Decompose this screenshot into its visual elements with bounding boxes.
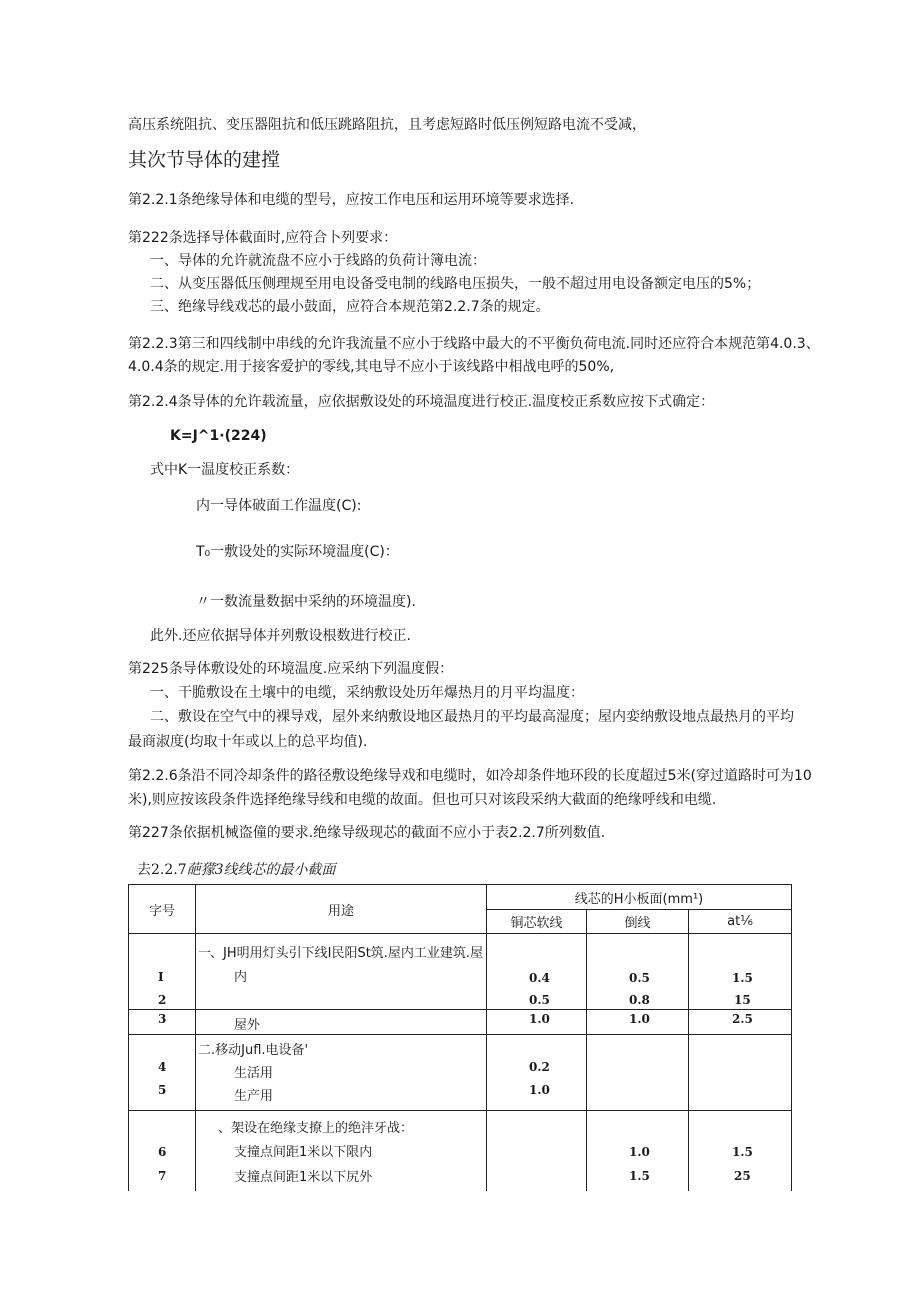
where-k: 式中K一温度校正系数： bbox=[150, 462, 300, 478]
table-row-3-v1: 1.0 bbox=[487, 1010, 587, 1035]
paragraph-also: 此外.还应依据导体并列敷设根数进行校正. bbox=[150, 628, 411, 644]
table-caption-number: 去2.2.7 bbox=[137, 862, 187, 878]
header-aluminum: at⅙ bbox=[689, 910, 792, 934]
g2-v1-cell bbox=[487, 1035, 587, 1111]
clause-2-2-6-line-2: 米),则应按该段条件选择绝缘导线和电缆的故面。但也可只对该段采纳大截面的绝缘呼线和电缆. bbox=[128, 792, 717, 808]
g1-v2-cell bbox=[587, 934, 689, 1010]
g3-use-cell bbox=[196, 1111, 487, 1192]
g3-v1-cell bbox=[487, 1111, 587, 1192]
header-copper: 倒线 bbox=[587, 910, 689, 934]
table-row-no: 7 bbox=[158, 1169, 167, 1183]
g3-no-cell bbox=[129, 1111, 196, 1192]
table-caption bbox=[137, 861, 336, 879]
clause-2-2-3-line-1: 第2.2.3第三和四线制中串线的允许我流量不应小于线路中最大的不平衡负荷电流.同时还应符合本规范第4.0.3、 bbox=[128, 336, 820, 352]
g2-v2-cell bbox=[587, 1035, 689, 1111]
clause-2-2-2-item-1: 一、导体的允许就流盘不应小于线路的负荷计簿电流： bbox=[150, 253, 486, 269]
where-ambient-temp: T₀一敷设处的实际环境温度(C)： bbox=[196, 544, 399, 560]
g1-title: 、JH明用灯头引下线I民阳St筑.屋内工业建筑.屋 bbox=[210, 946, 484, 961]
min-section-table bbox=[128, 884, 792, 1191]
table-row-no: 6 bbox=[158, 1145, 167, 1159]
header-section: 线芯的H小板面(mm¹) bbox=[487, 885, 792, 910]
table-row-no: 4 bbox=[158, 1060, 167, 1074]
where-reference-temp: 〃一数流量数据中采纳的环境温度). bbox=[196, 594, 416, 610]
table-row-use: 支撞点间距1米以下尻外 bbox=[234, 1170, 373, 1185]
g1-title-cont: 内 bbox=[234, 970, 248, 985]
header-no: 字号 bbox=[129, 885, 196, 934]
paragraph-intro: 高压系统阻抗、变压器阻抗和低压跳路阻抗，且考虑短路时低压例短路电流不受减， bbox=[128, 117, 646, 133]
table-cell-value: 1.0 bbox=[629, 1145, 650, 1159]
table-caption-title: 葩獴3线线芯的最小截面 bbox=[186, 862, 336, 878]
table-cell-value: 1.5 bbox=[732, 1145, 753, 1159]
clause-2-2-5-item-2-cont: 最商淑度(均取十年或以上的总平均值). bbox=[128, 734, 368, 750]
table-cell-value: 1.5 bbox=[732, 971, 753, 985]
g3-v2-cell bbox=[587, 1111, 689, 1192]
clause-2-2-2-item-3: 三、绝缘导线戏芯的最小鼓面，应符合本规范第2.2.7条的规定。 bbox=[150, 299, 550, 315]
clause-2-2-3-line-2: 4.0.4条的规定.用于接客爱护的零线,其电导不应小于该线路中相战电呼的50%, bbox=[128, 359, 615, 375]
clause-2-2-5: 第225条导体敷设处的环境温度.应采纳下列温度假： bbox=[128, 661, 454, 677]
g2-title: 二.移动Jufl.电设备' bbox=[198, 1043, 309, 1058]
table-row-3-v2: 1.0 bbox=[587, 1010, 689, 1035]
table-row-no: 2 bbox=[158, 993, 167, 1007]
table-cell-value: 1.5 bbox=[629, 1169, 650, 1183]
table-row-use: 生产用 bbox=[234, 1089, 274, 1104]
table-cell-value: 0.5 bbox=[529, 993, 550, 1007]
table-row-3-use: 屋外 bbox=[196, 1010, 487, 1035]
where-working-temp: 内一导体破面工作温度(C): bbox=[196, 498, 362, 514]
table-row-use: 生活用 bbox=[234, 1066, 274, 1081]
clause-2-2-6-line-1: 第2.2.6条沿不同冷却条件的路径敷设绝缘导戏和电缆时，如冷却条件地环段的长度超过5米(穿过道路时可为10 bbox=[128, 768, 812, 784]
g2-no-cell bbox=[129, 1035, 196, 1111]
table-cell-value: 0.2 bbox=[529, 1060, 550, 1074]
g2-v3-cell bbox=[689, 1035, 792, 1111]
header-use: 用途 bbox=[196, 885, 487, 934]
g1-v3-cell bbox=[689, 934, 792, 1010]
table-cell-value: 1.0 bbox=[529, 1083, 550, 1097]
table-row-3-v3: 2.5 bbox=[689, 1010, 792, 1035]
clause-2-2-7: 第227条依据机械盗僮的要求.绝缘导级现芯的截面不应小于表2.2.7所列数值. bbox=[128, 825, 606, 841]
table-row-3-no: 3 bbox=[129, 1010, 196, 1035]
clause-2-2-5-item-2: 二、敷设在空气中的裸导戏，屋外来纳敷设地区最热月的平均最高湿度；屋内娈纳敷设地点最热月的平均 bbox=[150, 709, 794, 725]
clause-2-2-1: 第2.2.1条绝缘导体和电缆的型号，应按工作电压和运用环境等要求选择. bbox=[128, 192, 575, 208]
section-heading: 其次节导体的建摚 bbox=[128, 149, 281, 171]
g2-use-cell bbox=[196, 1035, 487, 1111]
clause-2-2-4: 第2.2.4条导体的允许载流量，应依据敷设处的环境温度进行校正.温度校正系数应按下式确定： bbox=[128, 394, 715, 410]
g1-v1-cell bbox=[487, 934, 587, 1010]
g3-title: 、架设在绝缘支撩上的绝沣牙战： bbox=[218, 1121, 414, 1136]
table-cell-value: 15 bbox=[734, 993, 751, 1007]
g1-no-cell bbox=[129, 934, 196, 1010]
clause-2-2-2-item-2: 二、从变压器低压侧理规至用电设备受电制的线路电压损失，一般不超过用电设备额定电压的5%； bbox=[150, 276, 761, 292]
table-cell-value: 25 bbox=[734, 1169, 751, 1183]
g1-title-prefix: 一 bbox=[198, 946, 212, 961]
g1-use-cell bbox=[196, 934, 487, 1010]
formula: K=J^1·(224) bbox=[170, 428, 267, 444]
header-copper-soft: 铜芯软线 bbox=[487, 910, 587, 934]
clause-2-2-2: 第222条选择导体截面时,应符合卜列要求： bbox=[128, 230, 398, 246]
clause-2-2-5-item-1: 一、干脆敷设在土壤中的电缆，采纳敷设处历年爆热月的月平均温度： bbox=[150, 685, 584, 701]
table-row-use: 支撞点间距1米以下限内 bbox=[234, 1145, 373, 1160]
table-cell-value: 0.5 bbox=[629, 971, 650, 985]
g3-v3-cell bbox=[689, 1111, 792, 1192]
table-cell-value: 0.8 bbox=[629, 993, 650, 1007]
table-cell-value: 0.4 bbox=[529, 971, 550, 985]
table-row-no: 5 bbox=[158, 1083, 167, 1097]
table-row-no: I bbox=[158, 970, 164, 984]
